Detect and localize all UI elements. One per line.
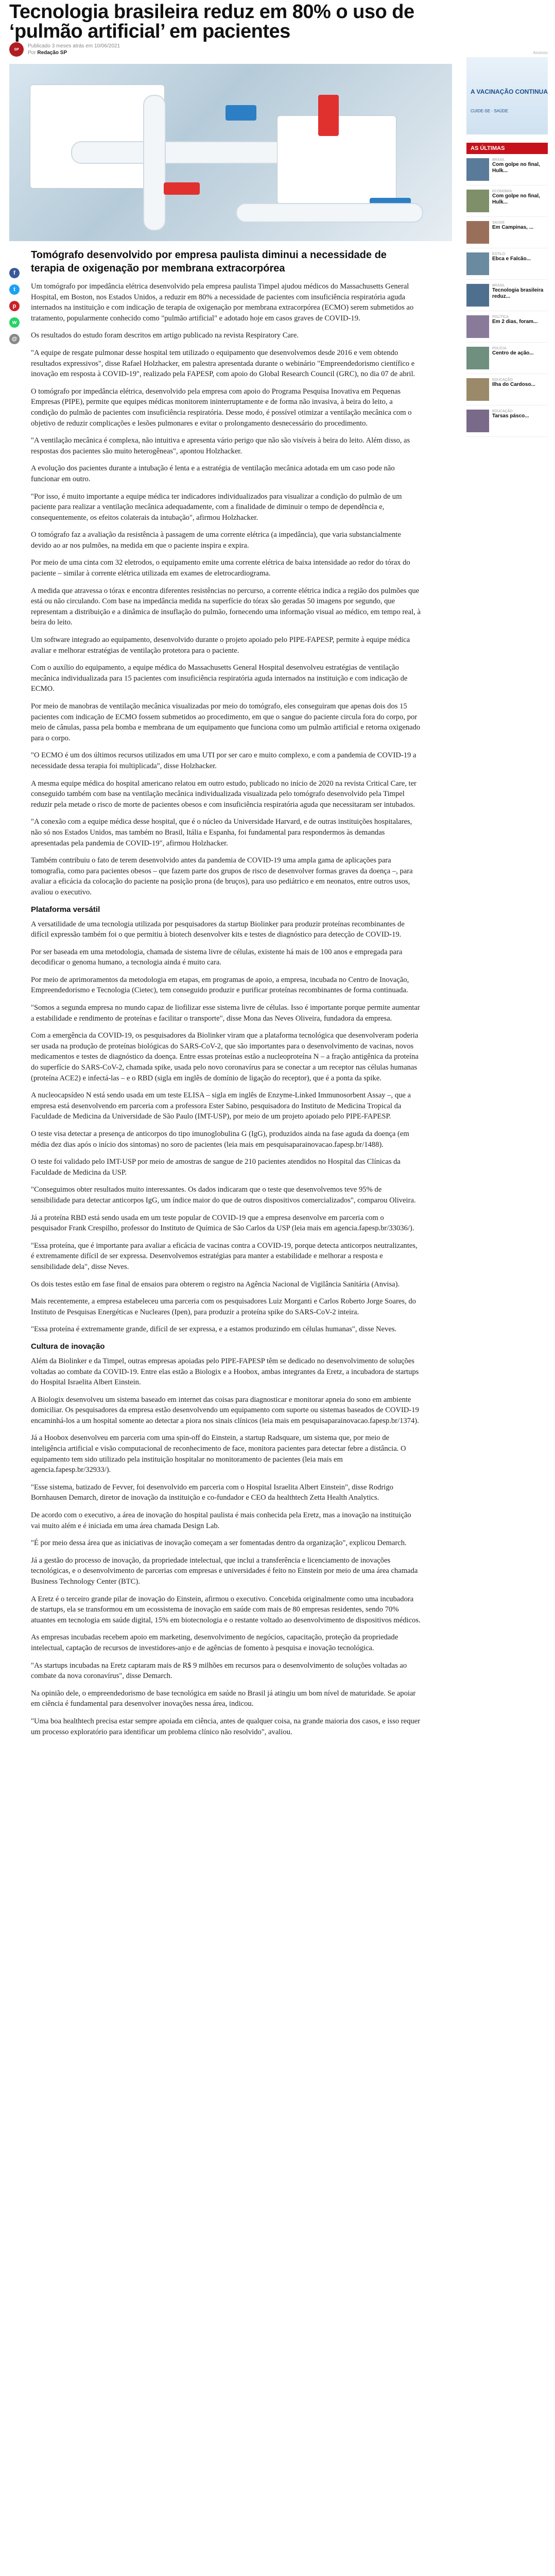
news-category: SAÚDE <box>492 221 505 225</box>
news-thumbnail[interactable] <box>466 315 489 338</box>
article-paragraph: "O ECMO é um dos últimos recursos utilizados em uma UTI por ser caro e muito complexo, e com a pandemia de COVID-19 a necessidade dessa terapia foi multiplicada", disse Holzhacker. <box>31 751 417 770</box>
article-paragraph: A versatilidade de uma tecnologia utilizada por pesquisadores da startup Biolinker para produzir proteínas recombinantes de difícil expressão também foi o que permitiu à biotech desenvolver kits e testes de diagnóstico para detecção de COVID-19. <box>31 920 405 939</box>
news-thumbnail[interactable] <box>466 252 489 275</box>
news-title[interactable]: Ilha do Cardoso... <box>492 382 535 387</box>
news-category: EDUCAÇÃO <box>492 378 513 382</box>
article-paragraph: A nucleocapsídeo N está sendo usada em um teste ELISA – sigla em inglês de Enzyme-Linked Immunosorbent Assay –, que a empresa está desenvolvendo em parceria com a professora Ester Sabino, pesquisadora do Instituto de Medicina Tropical da Faculdade de Medicina da Universidade de São Paulo (IMT-USP), por meio de um projeto apoiado pelo PIPE-FAPESP. <box>31 1091 411 1121</box>
latest-news-list <box>466 154 548 437</box>
article-paragraph: Já a gestão do processo de inovação, da propriedade intelectual, que inclui a transferência e licenciamento de inovações tecnológicas, e o desenvolvimento de parcerias com empresas e universidades é feito no Einstein por meio de uma área chamada Business Technology Center (BTC). <box>31 1556 418 1586</box>
latest-news-item[interactable] <box>466 311 548 343</box>
news-thumbnail[interactable] <box>466 347 489 369</box>
facebook-share-button[interactable]: f <box>9 268 20 278</box>
ad-label: Anúncio <box>533 50 548 55</box>
article-paragraph: Mais recentemente, a empresa estabeleceu uma parceria com os pesquisadores Luiz Morganti e Carlos Roberto Jorge Soares, do Instituto de Pesquisas Energéticas e Nucleares (Ipen), para produzir a proteína spike do SARS-CoV-2 inteira. <box>31 1297 416 1316</box>
article-paragraph: Por meio de aprimoramentos da metodologia em etapas, em programas de apoio, a empresa, incubada no Centro de Inovação, Empreendedorismo e Tecnologia (Cietec), tem conseguido produzir e purificar proteínas recombinantes de forma continuada. <box>31 975 409 995</box>
ad-title: A VACINAÇÃO CONTINUA <box>471 88 548 95</box>
news-category: BRASIL <box>492 158 505 162</box>
byline <box>9 42 120 57</box>
author-prefix: Por <box>28 50 38 56</box>
email-share-button[interactable]: @ <box>9 334 20 344</box>
ad-banner[interactable] <box>466 57 548 134</box>
article-paragraph: As empresas incubadas recebem apoio em marketing, desenvolvimento de negócios, capacitação, proteção da propriedade intelectual, captação de recursos de investidores-anjo e de agências de fomento à pesquisa e inovação tecnológica. <box>31 1633 398 1652</box>
news-title[interactable]: Em 2 dias, foram... <box>492 319 538 325</box>
article-paragraph: Com a emergência da COVID-19, os pesquisadores da Biolinker viram que a plataforma tecnológica que desenvolveram poderia ser usada na produção de proteínas biológicas do SARS-CoV-2, que são importantes para o desenvolvimento de vacinas, novos medicamentos e testes de diagnóstico da doença. Entre essas proteínas estão a nucleoproteína N – a fração antigênica da proteína do superfície do SARS-CoV-2, chamada spike, usada pelo novo coronavírus para se conectar a um receptor nas células humanas (proteína ACE2) e infectá-las – e o RBD (sigla em inglês de domínio de ligação do receptor), que é a ponta da spike. <box>31 1031 419 1082</box>
whatsapp-share-button[interactable]: w <box>9 317 20 328</box>
news-title[interactable]: Com golpe no final, Hulk... <box>492 162 540 174</box>
author-link[interactable]: Redação SP <box>37 50 67 56</box>
article-subtitle: Tomógrafo desenvolvido por empresa paulista diminui a necessidade de terapia de oxigenação por membrana extracorpórea <box>31 249 387 274</box>
article-paragraph: A medida que atravessa o tórax e encontra diferentes resistências no percurso, a corrente elétrica indica a região dos pulmões que está ou não circulando. Com base na impedância medida na superfície do tórax são geradas 50 imagens por segundo, que representam a distribuição e a dinâmica de insuflação do pulmão, fornecendo uma informação visual ao médico, em tempo real, à beira do leito. <box>31 586 421 627</box>
latest-news-item[interactable] <box>466 185 548 217</box>
twitter-share-button[interactable]: t <box>9 284 20 295</box>
news-thumbnail[interactable] <box>466 410 489 432</box>
news-category: BRASIL <box>492 284 505 287</box>
article-paragraph: Os dois testes estão em fase final de ensaios para obterem o registro na Agência Nacional de Vigilância Sanitária (Anvisa). <box>31 1280 400 1289</box>
latest-news-item[interactable] <box>466 280 548 311</box>
article-paragraph: Já a Hoobox desenvolveu em parceria com uma spin-off do Einstein, a startup Radsquare, um sistema que, por meio de inteligência artificial e visão computacional de reconhecimento de face, monitora pacientes para detectar febre a distância. O equipamento tem sido utilizado pela instituição hospitalar no monitoramento de pacientes (leia mais em agencia.fapesp.br/32933/). <box>31 1434 406 1475</box>
article-paragraph: Por ser baseada em uma metodologia, chamada de sistema livre de células, existente há mais de 100 anos e empregada para decodificar o genoma humano, a tecnologia ainda é muito cara. <box>31 947 403 967</box>
article-paragraph: "Somos a segunda empresa no mundo capaz de liofilizar esse sistema livre de células. Isso é importante porque permite aumentar a estabilidade e rendimento de proteínas e facilitar o transporte", disse Mona das Neves Oliveira, fundadora da empresa. <box>31 1004 420 1023</box>
ad-small: CUIDE-SE · SAÚDE <box>471 109 508 113</box>
publisher-logo[interactable]: SP <box>9 42 24 57</box>
news-title[interactable]: Em Campinas, ... <box>492 225 534 230</box>
author-line <box>28 49 120 56</box>
news-thumbnail[interactable] <box>466 378 489 401</box>
section-heading: Cultura de inovação <box>31 1342 105 1351</box>
article-paragraph: Já a proteína RBD está sendo usada em um teste popular de COVID-19 que a empresa desenvolve em parceria com o pesquisador Frank Crespilho, professor do Instituto de Química de São Carlos da USP (leia mais em agencia.fapesp.br/33036/). <box>31 1213 414 1233</box>
news-category: EDUCAÇÃO <box>492 410 513 413</box>
article-paragraph: Por meio de uma cinta com 32 eletrodos, o equipamento emite uma corrente elétrica de baixa intensidade ao redor do tórax do paciente – similar à corrente elétrica utilizada em exames de eletrocardiograma. <box>31 558 410 578</box>
article-paragraph: O tomógrafo por impedância elétrica, desenvolvido pela empresa com apoio do Programa Pesquisa Inovativa em Pequenas Empresas (PIPE), permite que equipes médicas monitorem ininterruptamente e de forma não invasiva, à beira do leito, a condição do pulmão de pacientes com insuficiência respiratória. Desse modo, é possível otimizar a ventilação mecânica com o objetivo de reduzir complicações e lesões pulmonares e evitar o prolongamento desnecessário do procedimento. <box>31 387 412 428</box>
article-content <box>31 281 421 1737</box>
article-paragraph: Com o auxílio do equipamento, a equipe médica do Massachusetts General Hospital desenvolveu estratégias de ventilação mecânica individualizada para 15 pacientes com insuficiência respiratória aguda internados na instituição e com indicação de ECMO. <box>31 664 408 693</box>
article-paragraph: "Por isso, é muito importante a equipe médica ter indicadores individualizados para visualizar a condição do pulmão de um paciente para realizar a ventilação mecânica adequadamente, com a finalidade de diminuir o tempo de dependência e, consequentemente, os efeitos colaterais da intubação", afirmou Holzhacker. <box>31 492 402 522</box>
latest-news-item[interactable] <box>466 217 548 248</box>
news-thumbnail[interactable] <box>466 284 489 307</box>
latest-news-header: AS ÚLTIMAS <box>466 143 548 154</box>
article-paragraph: "É por meio dessa área que as iniciativas de inovação começam a ser fomentadas dentro da organização", explicou Demarch. <box>31 1539 407 1548</box>
article-paragraph: De acordo com o executivo, a área de inovação do hospital paulista é mais conhecida pela Eretz, mas a inovação na instituição vai muito além e é iniciada em uma área chamada Design Lab. <box>31 1511 411 1530</box>
article-paragraph: "A ventilação mecânica é complexa, não intuitiva e apresenta vário perigo que não são visíveis à beira do leito. Além disso, as respostas dos pacientes são muito heterogêneas", apontou Holzhacker. <box>31 436 410 455</box>
article-paragraph: Na opinião dele, o empreendedorismo de base tecnológica em saúde no Brasil já atingiu um bom nível de maturidade. Se apoiar em ciência é fundamental para desenvolver inovações nessa área, indicou. <box>31 1689 416 1708</box>
news-category: ESTILO <box>492 252 505 256</box>
section-heading: Plataforma versátil <box>31 905 100 914</box>
pinterest-share-button[interactable]: p <box>9 301 20 311</box>
article-paragraph: Também contribuiu o fato de terem desenvolvido antes da pandemia de COVID-19 uma ampla gama de aplicações para tomografia, como para pacientes obesos – que fazem parte dos grupos de risco de desenvolver formas graves da doença –, para avaliar a eficácia da colocação do paciente na posição prona (de bruços), para uso pediátrico e em neonatos, entre outros usos, avaliou o executivo. <box>31 856 413 896</box>
article-paragraph: Os resultados do estudo foram descritos em artigo publicado na revista Respiratory Care. <box>31 331 299 340</box>
news-title[interactable]: Ebca e Falcão... <box>492 256 531 262</box>
article-paragraph: A mesma equipe médica do hospital americano relatou em outro estudo, publicado no início de 2020 na revista Critical Care, ter conseguido também com base na ventilação mecânica individualizada visualizada pelo tomógrafo desenvolvido pela Timpel reduzir pela metade o risco de morte de pacientes obesos e com insuficiência respiratória aguda que necessitaram ser intubados. <box>31 779 417 809</box>
latest-news-item[interactable] <box>466 154 548 185</box>
article-title: Tecnologia brasileira reduz em 80% o uso de ‘pulmão artificial’ em pacientes <box>9 1 414 42</box>
publish-date: Publicado 3 meses atrás em 10/06/2021 <box>28 43 120 49</box>
social-share-bar <box>9 268 20 344</box>
article-body <box>31 248 421 1744</box>
article-paragraph: A evolução dos pacientes durante a intubação é lenta e a estratégia de ventilação mecânica adotada em um caso pode não funcionar em outro. <box>31 464 395 483</box>
article-paragraph: Por meio de manobras de ventilação mecânica visualizadas por meio do tomógrafo, eles conseguiram que apenas dois dos 15 pacientes com indicação de ECMO fossem submetidos ao procedimento, em que o sangue do paciente circula fora do corpo, por meio de cânulas, passa pela bomba e membrana de um equipamento que funciona como um pulmão artificial e retorna oxigenado para o corpo. <box>31 702 421 742</box>
news-category: ECONOMIA <box>492 190 512 193</box>
article-paragraph: "A equipe de resgate pulmonar desse hospital tem utilizado o equipamento que desenvolvemos desde 2016 e vem obtendo resultados expressivos", disse Rafael Holzhacker, em palestra apresentada durante o webinário "Empreendedorismo científico e inovação em resposta à COVID-19", realizado pela FAPESP, com apoio do Global Research Council (GRC), no dia 07 de abril. <box>31 348 415 379</box>
latest-news-item[interactable] <box>466 248 548 280</box>
latest-news-item[interactable] <box>466 343 548 374</box>
article-paragraph: O teste foi validado pelo IMT-USP por meio de amostras de sangue de 210 pacientes atendidos no Hospital das Clínicas da Faculdade de Medicina da USP. <box>31 1158 401 1177</box>
news-category: POLÍCIA <box>492 347 507 350</box>
article-paragraph: A Eretz é o terceiro grande pilar de inovação do Einstein, afirmou o executivo. Concebida originalmente como uma incubadora de startups, ela se transformou em um ecossistema de inovação em saúde com mais de 80 empresas residentes, sendo 70% atuantes em tecnologia em saúde digital, 15% em biotecnologia e o restante voltado ao desenvolvimento de dispositivos médicos. <box>31 1595 421 1624</box>
news-title[interactable]: Tecnologia brasileira reduz... <box>492 287 544 299</box>
byline-text <box>28 43 120 56</box>
article-paragraph: "Essa proteína é extremamente grande, difícil de ser expressa, e a estamos produzindo em células humanas", disse Neves. <box>31 1325 397 1334</box>
article-paragraph: Além da Biolinker e da Timpel, outras empresas apoiadas pelo PIPE-FAPESP têm se dedicado no desenvolvimento de soluções voltadas ao combate da COVID-19. Entre elas estão a Biologix e a Hoobox, ambas integrantes da Eretz, a incubadora de startups do Hospital Israelita Albert Einstein. <box>31 1357 419 1387</box>
article-paragraph: Um software integrado ao equipamento, desenvolvido durante o projeto apoiado pelo PIPE-FAPESP, permite à equipe médica avaliar e melhorar estratégias de ventilação protetora para o paciente. <box>31 636 410 655</box>
news-thumbnail[interactable] <box>466 190 489 212</box>
article-paragraph: "Esse sistema, batizado de Fevver, foi desenvolvido em parceria com o Hospital Israelita Albert Einstein", disse Rodrigo Bornhausen Demarch, diretor de inovação da instituição e co-fundador e CEO da healthtech Zetta Health Analytics. <box>31 1483 393 1502</box>
news-thumbnail[interactable] <box>466 158 489 181</box>
article-paragraph: O tomógrafo faz a avaliação da resistência à passagem de uma corrente elétrica (a impedância), que varia substancialmente devido ao ar nos pulmões, na medida em que o paciente inspira e expira. <box>31 531 401 550</box>
article-paragraph: "Essa proteína, que é importante para avaliar a eficácia de vacinas contra a COVID-19, porque detecta anticorpos neutralizantes, é extremamente difícil de ser expressa. Desenvolvemos estratégias para manter a estabilidade e melhorar a resposta e sensibilidade dela", disse Neves. <box>31 1241 418 1271</box>
article-paragraph: "Uma boa healthtech precisa estar sempre apoiada em ciência, antes de qualquer coisa, na grande maioria dos casos, e isso requer um processo exploratório para identificar um problema clínico não resolvido", avaliou. <box>31 1717 421 1736</box>
article-paragraph: "As startups incubadas na Eretz captaram mais de R$ 9 milhões em recursos para o desenvolvimento de soluções voltadas ao combate da nova coronavírus", disse Demarch. <box>31 1661 407 1681</box>
sidebar <box>466 50 548 437</box>
latest-news-item[interactable] <box>466 405 548 437</box>
news-title[interactable]: Centro de ação... <box>492 350 534 356</box>
news-category: POLÍTICA <box>492 315 509 319</box>
article-paragraph: "A conexão com a equipe médica desse hospital, que é o núcleo da Universidade Harvard, e de outras instituições hospitalares, não só nos Estados Unidos, mas também no Brasil, Itália e Espanha, foi fundamental para respondermos às demandas apresentadas pela pandemia de COVID-19", afirmou Holzhacker. <box>31 818 412 848</box>
article-paragraph: A Biologix desenvolveu um sistema baseado em internet das coisas para diagnosticar e monitorar apneia do sono em ambiente domiciliar. Os pesquisadores da empresa estão desenvolvendo um equipamento com suporte ou sistemas baseados de COVID-19 encaminhá-los a um hospital somente ao detectar a piora nos sinais clínicos (leia mais em pesquisaparainovacao.fapesp.br/1374). <box>31 1395 419 1425</box>
news-title[interactable]: Com golpe no final, Hulk... <box>492 193 540 205</box>
news-title[interactable]: Tarsas pásco... <box>492 413 529 419</box>
article-paragraph: Um tomógrafo por impedância elétrica desenvolvido pela empresa paulista Timpel ajudou médicos do Massachusetts General Hospital, em Boston, nos Estados Unidos, a reduzir em 80% a necessidade de pacientes com insuficiência respiratória aguda internados na instituição e com indicação de terapia de oxigenação por membrana extracorpórea (ECMO) serem submetidos ao tratamento, popularmente conhecido como "pulmão artificial" e adotado hoje em casos graves de COVID-19. <box>31 282 414 323</box>
article-paragraph: O teste visa detectar a presença de anticorpos do tipo imunoglobulina G (IgG), produzidos ainda na fase aguda da doença (em média dez dias após o início dos sintomas) no soro de pacientes (leia mais em pesquisaparainovacao.fapesp.br/1488). <box>31 1130 409 1149</box>
article-paragraph: "Conseguimos obter resultados muito interessantes. Os dados indicaram que o teste que desenvolvemos teve 95% de sensibilidade para detectar anticorpos IgG, um índice maior do que de outros dispositivos comercializados", comparou Oliveira. <box>31 1185 416 1205</box>
latest-news-item[interactable] <box>466 374 548 405</box>
hero-image <box>9 64 452 241</box>
news-thumbnail[interactable] <box>466 221 489 244</box>
